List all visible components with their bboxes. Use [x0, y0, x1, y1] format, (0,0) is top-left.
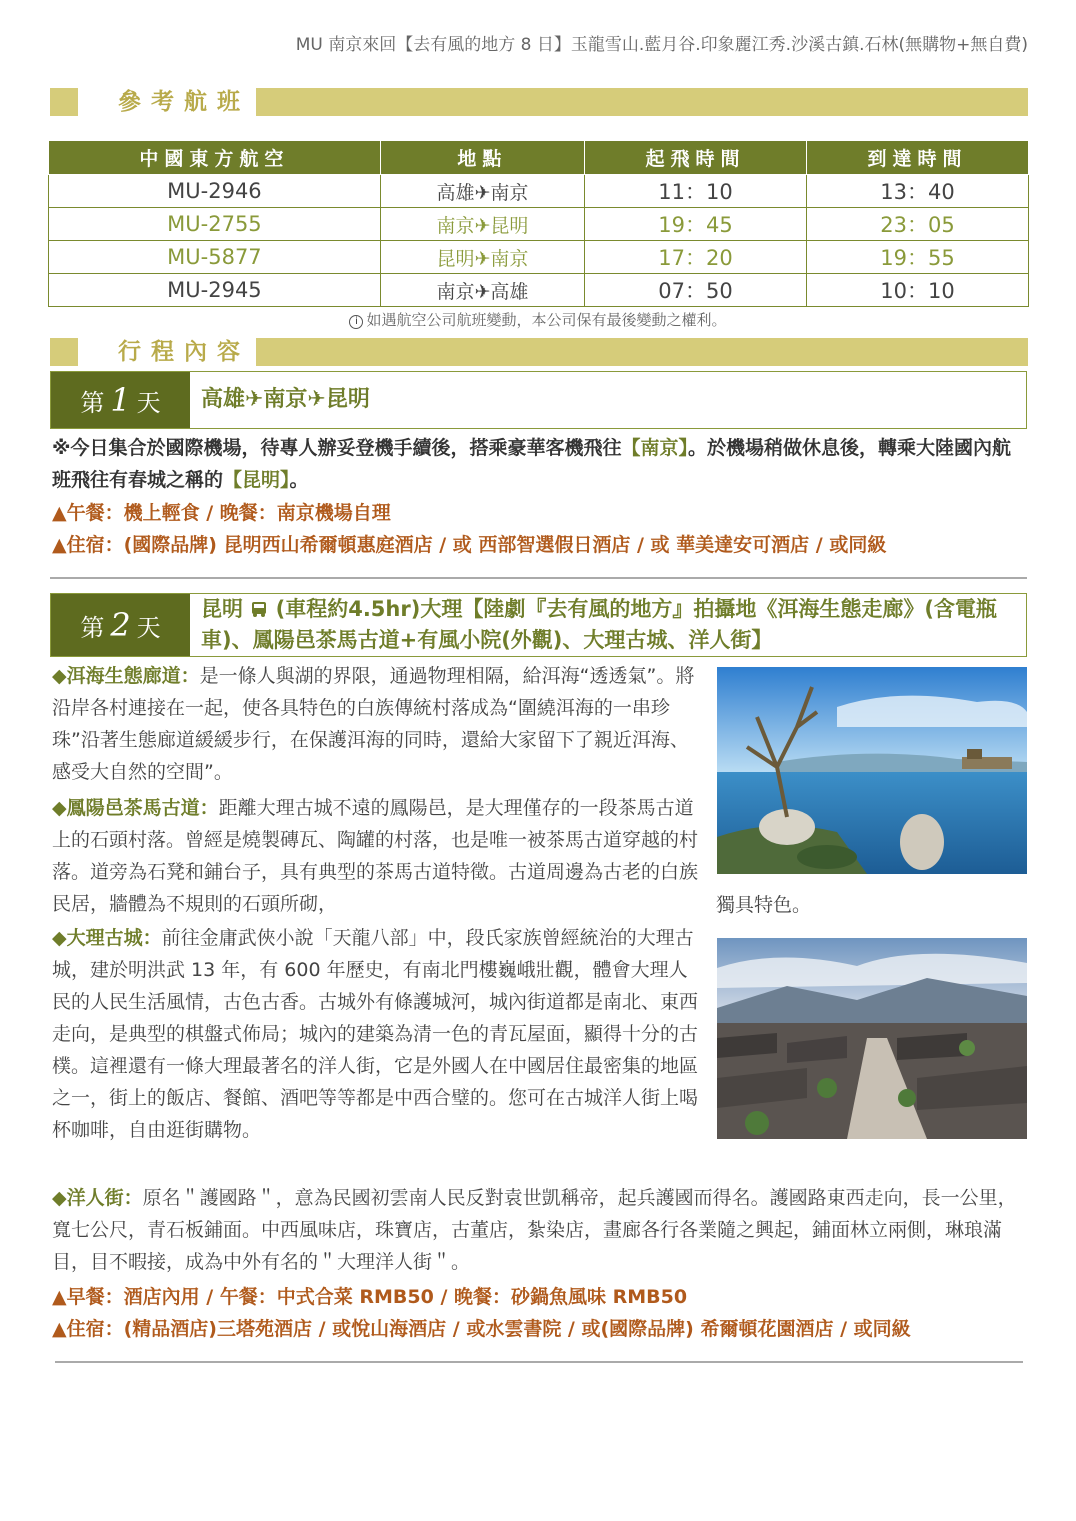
- flights-section-title: 參考航班: [50, 88, 256, 116]
- table-row: [49, 274, 1029, 307]
- spot-title: ◆洋人街：: [52, 1187, 143, 1209]
- day2-title-start: 昆明: [201, 597, 243, 621]
- day-number: 2: [110, 606, 131, 644]
- itinerary-section-bar: [50, 338, 1028, 366]
- dali-old-town-photo: [717, 938, 1027, 1139]
- col-departure: 起飛時間: [585, 141, 807, 175]
- flight-table: [48, 140, 1029, 307]
- intro-text: 。: [289, 469, 309, 491]
- departure-time: 11：10: [585, 175, 807, 208]
- spot-dali-old-town: [52, 922, 702, 1146]
- arrival-time: 19：55: [807, 241, 1029, 274]
- arrival-time: 23：05: [807, 208, 1029, 241]
- table-row: [49, 175, 1029, 208]
- document-header: MU 南京來回【去有風的地方 8 日】玉龍雪山.藍月谷.印象麗江秀.沙溪古鎮.石林(無購物+無自費): [295, 35, 1028, 55]
- spot-body: 前往金庸武俠小說「天龍八部」中，段氏家族曾經統治的大理古城，建於明洪武 13 年，有 600 年歷史，有南北門樓巍峨壯觀，體會大理人民的人民生活風情，古色古香。古城外有條護城河，城內街道都是南北、東西走向，是典型的棋盤式佈局；城內的建築為清一色的青瓦屋面，顯得十分的古樸。這裡還有一條大理最著名的洋人街，它是外國人在中國居住最密集的地區之一，街上的飯店、餐館、酒吧等等都是中西合璧的。您可在古城洋人街上喝杯咖啡，自由逛街購物。: [52, 927, 699, 1141]
- bus-icon: [250, 600, 268, 618]
- spot-erhai: [52, 660, 702, 788]
- day1-intro: [52, 432, 1028, 496]
- arrival-time: 10：10: [807, 274, 1029, 307]
- spot-title: ◆洱海生態廊道：: [52, 665, 200, 687]
- day1-hotel: ▲住宿：(國際品牌) 昆明西山希爾頓惠庭酒店 / 或 西部智選假日酒店 / 或 華美達安可酒店 / 或同級: [52, 534, 887, 556]
- spot-foreigner-street: [52, 1182, 1028, 1278]
- spot-body: 是一條人與湖的界限，通過物理相隔，給洱海“透透氣”。將沿岸各村連接在一起，使各具特色的白族傳統村落成為“圍繞洱海的一串珍珠”沿著生態廊道緩緩步行，在保護洱海的同時，還給大家留下了親近洱海、感受大自然的空間”。: [52, 665, 695, 783]
- departure-time: 19：45: [585, 208, 807, 241]
- day-label-prefix: 第: [80, 613, 105, 642]
- spot-fengyangyi-tail: 獨具特色。: [716, 894, 812, 916]
- flight-number: MU-2945: [49, 274, 381, 307]
- day2-header: [50, 593, 1027, 657]
- departure-time: 07：50: [585, 274, 807, 307]
- spot-title: ◆鳳陽邑茶馬古道：: [52, 797, 219, 819]
- day-label-suffix: 天: [136, 388, 161, 417]
- day1-label: [51, 372, 190, 428]
- table-row: [49, 241, 1029, 274]
- day2-title-rest: (車程約4.5hr)大理【陸劇『去有風的地方』拍攝地《洱海生態走廊》(含電瓶車)、鳳陽邑茶馬古道+有風小院(外觀)、大理古城、洋人街】: [201, 597, 997, 652]
- divider: [50, 577, 1027, 579]
- flight-note: [0, 309, 1076, 330]
- day2-title: [201, 594, 1018, 656]
- intro-text: 。於機場稍做休息後，轉乘大陸國內航班飛往有春城之稱的: [52, 437, 1012, 491]
- intro-highlight: 【昆明】: [223, 469, 290, 491]
- spot-body: 距離大理古城不遠的鳳陽邑，是大理僅存的一段茶馬古道上的石頭村落。曾經是燒製磚瓦、陶罐的村落，也是唯一被茶馬古道穿越的村落。道旁為石凳和鋪台子，具有典型的茶馬古道特徵。古道周邊為古老的白族民居，牆體為不規則的石頭所砌，: [52, 797, 699, 915]
- day-label-suffix: 天: [136, 613, 161, 642]
- flight-note-text: 如遇航空公司航班變動，本公司保有最後變動之權利。: [366, 311, 727, 329]
- day1-header: [50, 371, 1027, 429]
- intro-highlight: 【南京】: [621, 437, 688, 459]
- dali-old-town-image: [717, 938, 1027, 1139]
- flights-section-bar: [50, 88, 1028, 116]
- spot-fengyangyi: [52, 792, 702, 920]
- intro-text: ※今日集合於國際機場，待專人辦妥登機手續後，搭乘豪華客機飛往: [52, 437, 622, 459]
- day1-meals: ▲午餐：機上輕食 / 晚餐：南京機場自理: [52, 502, 391, 524]
- day-number: 1: [110, 381, 131, 419]
- flight-route: 南京✈高雄: [380, 274, 584, 307]
- erhai-lake-image: [717, 667, 1027, 874]
- spot-title: ◆大理古城：: [52, 927, 162, 949]
- itinerary-section-title: 行程內容: [50, 338, 256, 366]
- flight-number: MU-2946: [49, 175, 381, 208]
- day1-title: 高雄✈南京✈昆明: [201, 387, 370, 412]
- flight-number: MU-5877: [49, 241, 381, 274]
- table-row: [49, 208, 1029, 241]
- flight-route: 高雄✈南京: [380, 175, 584, 208]
- day2-hotel: ▲住宿：(精品酒店)三塔苑酒店 / 或悅山海酒店 / 或水雲書院 / 或(國際品牌) 希爾頓花園酒店 / 或同級: [52, 1318, 911, 1340]
- departure-time: 17：20: [585, 241, 807, 274]
- divider: [55, 1361, 1023, 1363]
- flight-route: 南京✈昆明: [380, 208, 584, 241]
- arrival-time: 13：40: [807, 175, 1029, 208]
- day2-meals: ▲早餐：酒店內用 / 午餐：中式合菜 RMB50 / 晚餐：砂鍋魚風味 RMB50: [52, 1286, 688, 1308]
- flight-number: MU-2755: [49, 208, 381, 241]
- col-airline: 中國東方航空: [49, 141, 381, 175]
- col-arrival: 到達時間: [807, 141, 1029, 175]
- erhai-lake-photo: [717, 667, 1027, 874]
- day2-label: [51, 594, 190, 656]
- day-label-prefix: 第: [80, 388, 105, 417]
- info-icon: i: [349, 315, 363, 329]
- spot-body: 原名＂護國路＂，意為民國初雲南人民反對袁世凱稱帝，起兵護國而得名。護國路東西走向，長一公里，寬七公尺，青石板鋪面。中西風味店，珠寶店，古董店，紮染店，畫廊各行各業隨之興起，鋪面林立兩側，琳琅滿目，目不暇接，成為中外有名的＂大理洋人街＂。: [52, 1187, 1017, 1273]
- flight-route: 昆明✈南京: [380, 241, 584, 274]
- col-route: 地點: [380, 141, 584, 175]
